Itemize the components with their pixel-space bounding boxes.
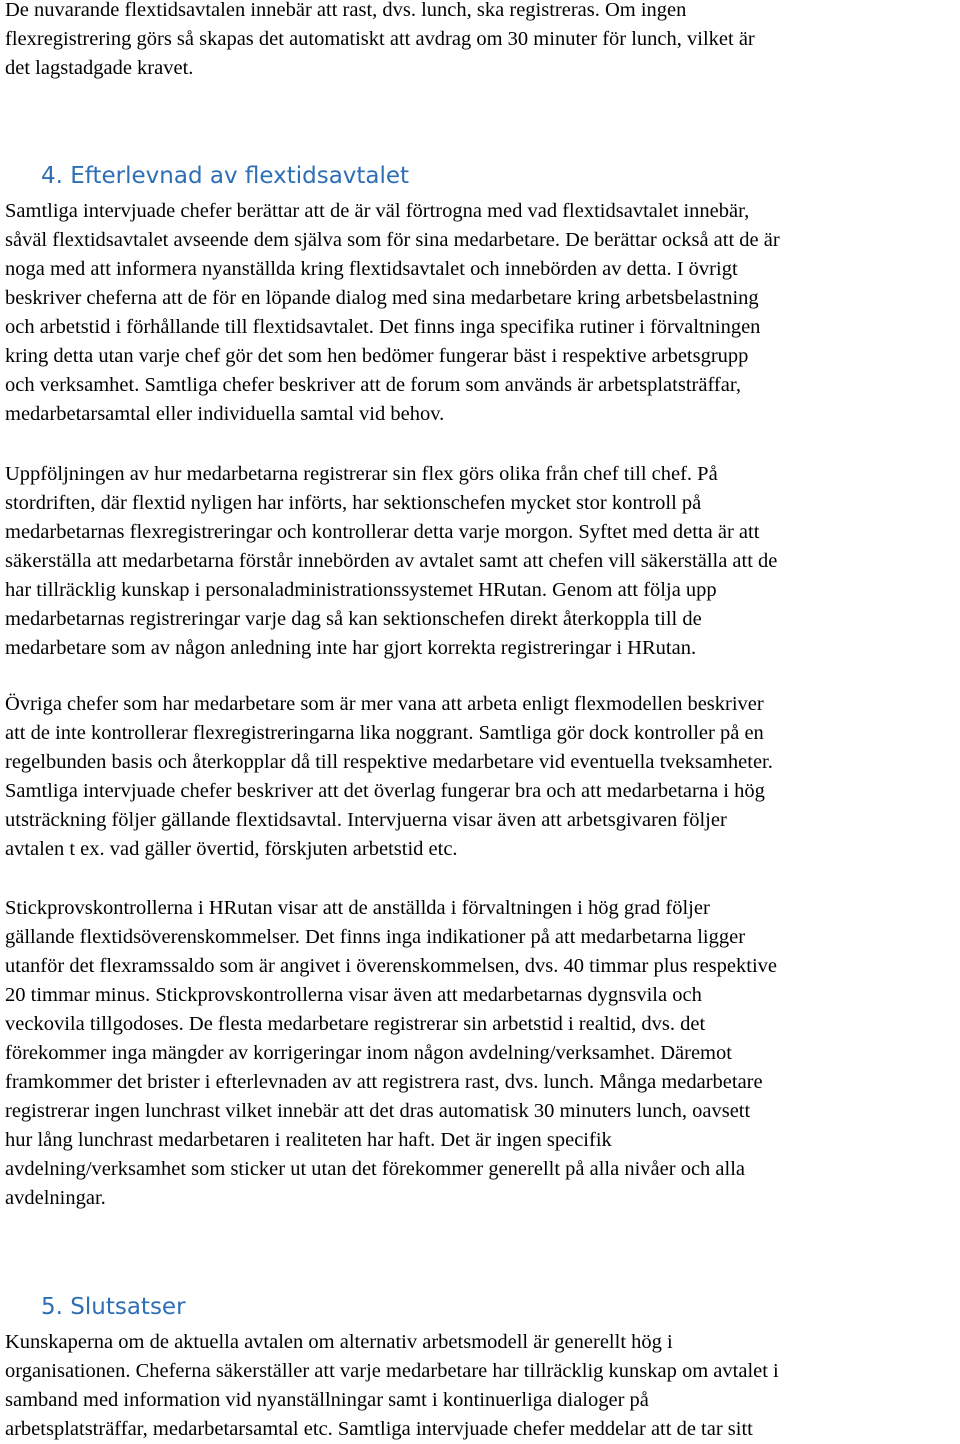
text-line: regelbunden basis och återkopplar då till respektive medarbetare vid eventuella tveksamheter.: [5, 751, 773, 773]
text-line: säkerställa att medarbetarna förstår innebörden av avtalet samt att chefen vill säkerställa att de: [5, 550, 778, 572]
text-line: det lagstadgade kravet.: [5, 57, 194, 79]
text-line: Samtliga intervjuade chefer beskriver att det överlag fungerar bra och att medarbetarna i hög: [5, 780, 765, 802]
paragraph-compliance-4: [5, 894, 777, 1213]
text-line: utanför det flexramssaldo som är angivet i överenskommelsen, dvs. 40 timmar plus respektive: [5, 955, 777, 977]
text-line: medarbetare som av någon anledning inte har gjort korrekta registreringar i HRutan.: [5, 637, 697, 659]
text-line: medarbetarnas flexregistreringar och kontrollerar detta varje morgon. Syftet med detta är att: [5, 521, 760, 543]
text-line: medarbetarnas registreringar varje dag så kan sektionschefen direkt återkoppla till de: [5, 608, 702, 630]
text-line: Övriga chefer som har medarbetare som är mer vana att arbeta enligt flexmodellen beskriver: [5, 693, 764, 715]
paragraph-intro: [5, 0, 755, 83]
section-title: Efterlevnad av flextidsavtalet: [70, 163, 410, 189]
text-line: förekommer inga mängder av korrigeringar inom någon avdelning/verksamhet. Däremot: [5, 1042, 732, 1064]
text-line: Uppföljningen av hur medarbetarna registrerar sin flex görs olika från chef till chef. På: [5, 463, 718, 485]
text-line: kring detta utan varje chef gör det som hen bedömer fungerar bäst i respektive arbetsgrupp: [5, 345, 749, 367]
text-line: Samtliga intervjuade chefer berättar att de är väl förtrogna med vad flextidsavtalet innebär,: [5, 200, 750, 222]
text-line: registrerar ingen lunchrast vilket innebär att det dras automatisk 30 minuters lunch, oavsett: [5, 1100, 751, 1122]
section-heading-5: [41, 1293, 186, 1322]
text-line: organisationen. Cheferna säkerställer att varje medarbetare har tillräcklig kunskap om avtalet i: [5, 1360, 779, 1382]
text-line: noga med att informera nyanställda kring flextidsavtalet och innebörden av detta. I övrigt: [5, 258, 738, 280]
text-line: och verksamhet. Samtliga chefer beskriver att de forum som används är arbetsplatsträffar,: [5, 374, 741, 396]
text-line: hur lång lunchrast medarbetaren i realiteten har haft. Det är ingen specifik: [5, 1129, 612, 1151]
section-heading-4: [41, 162, 409, 191]
paragraph-compliance-2: [5, 460, 777, 663]
text-line: medarbetarsamtal eller individuella samtal vid behov.: [5, 403, 445, 425]
section-title: Slutsatser: [70, 1294, 186, 1320]
text-line: arbetsplatsträffar, medarbetarsamtal etc. Samtliga intervjuade chefer meddelar att de tar sitt: [5, 1418, 753, 1440]
text-line: gällande flextidsöverenskommelser. Det finns inga indikationer på att medarbetarna ligger: [5, 926, 746, 948]
text-line: såväl flextidsavtalet avseende dem själva som för sina medarbetare. De berättar också att de är: [5, 229, 780, 251]
text-line: 20 timmar minus. Stickprovskontrollerna visar även att medarbetarnas dygnsvila och: [5, 984, 702, 1006]
text-line: stordriften, där flextid nyligen har införts, har sektionschefen mycket stor kontroll på: [5, 492, 702, 514]
text-line: flexregistrering görs så skapas det automatiskt att avdrag om 30 minuter för lunch, vilket är: [5, 28, 755, 50]
text-line: utsträckning följer gällande flextidsavtal. Intervjuerna visar även att arbetsgivaren följer: [5, 809, 727, 831]
paragraph-compliance-3: [5, 690, 773, 864]
text-line: och arbetstid i förhållande till flextidsavtalet. Det finns inga specifika rutiner i förvaltningen: [5, 316, 761, 338]
paragraph-compliance-1: [5, 197, 780, 429]
text-line: har tillräcklig kunskap i personaladministrationssystemet HRutan. Genom att följa upp: [5, 579, 717, 601]
paragraph-conclusions: [5, 1328, 779, 1444]
text-line: avtalen t ex. vad gäller övertid, förskjuten arbetstid etc.: [5, 838, 458, 860]
text-line: avdelning/verksamhet som sticker ut utan det förekommer generellt på alla nivåer och alla: [5, 1158, 746, 1180]
text-line: framkommer det brister i efterlevnaden av att registrera rast, dvs. lunch. Många medarbetare: [5, 1071, 763, 1093]
text-line: samband med information vid nyanställningar samt i kontinuerliga dialoger på: [5, 1389, 649, 1411]
text-line: Stickprovskontrollerna i HRutan visar att de anställda i förvaltningen i hög grad följer: [5, 897, 710, 919]
section-number: 5.: [41, 1294, 63, 1320]
section-number: 4.: [41, 163, 63, 189]
text-line: beskriver cheferna att de för en löpande dialog med sina medarbetare kring arbetsbelastning: [5, 287, 759, 309]
text-line: De nuvarande flextidsavtalen innebär att rast, dvs. lunch, ska registreras. Om ingen: [5, 0, 687, 21]
text-line: Kunskaperna om de aktuella avtalen om alternativ arbetsmodell är generellt hög i: [5, 1331, 673, 1353]
text-line: att de inte kontrollerar flexregistreringarna lika noggrant. Samtliga gör dock kontroller på en: [5, 722, 764, 744]
text-line: veckovila tillgodoses. De flesta medarbetare registrerar sin arbetstid i realtid, dvs. det: [5, 1013, 706, 1035]
text-line: avdelningar.: [5, 1187, 106, 1209]
